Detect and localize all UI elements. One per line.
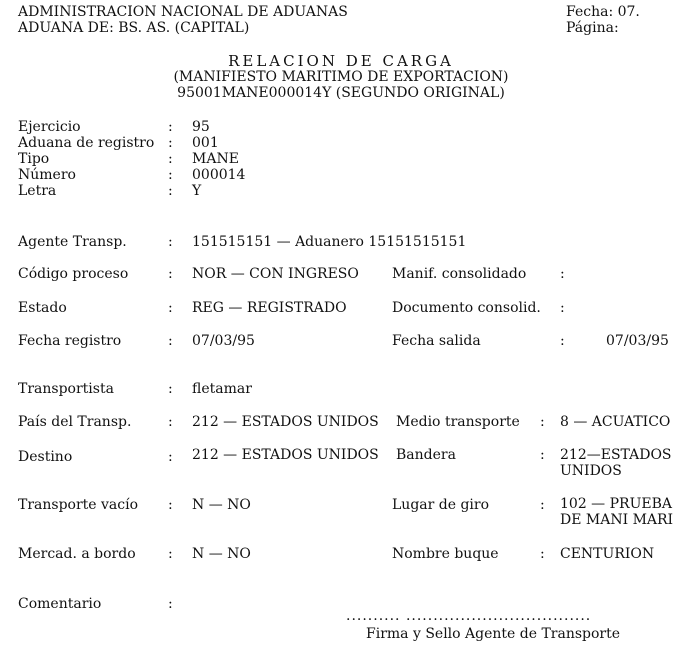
manifest-id: 95001MANE000014Y (SEGUNDO ORIGINAL): [177, 85, 505, 101]
summary-label: Letra: [18, 183, 57, 199]
codigo-value: NOR — CON INGRESO: [192, 266, 359, 282]
agente-value: 151515151 — Aduanero 15151515151: [192, 234, 467, 250]
summary-label: Ejercicio: [18, 119, 81, 135]
colon: :: [168, 300, 173, 316]
aduana-line: ADUANA DE: BS. AS. (CAPITAL): [18, 20, 250, 36]
destino-value: 212 — ESTADOS UNIDOS: [192, 447, 379, 463]
summary-label: Aduana de registro: [18, 135, 155, 151]
transportista-value: fletamar: [192, 381, 252, 397]
fecha-registro-label: Fecha registro: [18, 333, 122, 349]
codigo-label: Código proceso: [18, 266, 129, 282]
colon: :: [168, 596, 173, 612]
manif-label: Manif. consolidado: [392, 266, 527, 282]
pais-value: 212 — ESTADOS UNIDOS: [192, 414, 379, 430]
comentario-label: Comentario: [18, 596, 102, 612]
estado-label: Estado: [18, 300, 67, 316]
lugar-giro-value-line2: DE MANI MARI: [560, 512, 674, 528]
lugar-giro-label: Lugar de giro: [392, 497, 490, 513]
colon: :: [560, 266, 565, 282]
colon: :: [168, 381, 173, 397]
fecha-label: Fecha: 07.: [566, 4, 640, 20]
agente-label: Agente Transp.: [18, 234, 127, 250]
fecha-salida-value: 07/03/95: [606, 333, 669, 349]
colon: :: [560, 300, 565, 316]
destino-label: Destino: [18, 449, 73, 465]
summary-label: Número: [18, 167, 76, 183]
fecha-salida-label: Fecha salida: [392, 333, 481, 349]
fecha-registro-value: 07/03/95: [192, 333, 255, 349]
signature-line: .......... ..................................: [346, 608, 592, 624]
colon: :: [168, 546, 173, 562]
colon: :: [168, 414, 173, 430]
bandera-value-line2: UNIDOS: [560, 463, 622, 479]
transporte-vacio-value: N — NO: [192, 497, 251, 513]
colon: :: [168, 266, 173, 282]
summary-label: Tipo: [18, 151, 50, 167]
mercad-value: N — NO: [192, 546, 251, 562]
nombre-buque-value: CENTURION: [560, 546, 655, 562]
colon: :: [168, 167, 173, 183]
colon: :: [540, 414, 545, 430]
colon: :: [168, 119, 173, 135]
pais-label: País del Transp.: [18, 414, 132, 430]
summary-value: Y: [192, 183, 202, 199]
colon: :: [168, 234, 173, 250]
colon: :: [540, 447, 545, 463]
pagina-label: Página:: [566, 20, 619, 36]
signature-label: Firma y Sello Agente de Transporte: [366, 626, 621, 642]
medio-label: Medio transporte: [396, 414, 520, 430]
bandera-label: Bandera: [396, 447, 456, 463]
colon: :: [168, 497, 173, 513]
colon: :: [560, 333, 565, 349]
summary-value: 000014: [192, 167, 246, 183]
medio-value: 8 — ACUATICO: [560, 414, 671, 430]
document-subtitle: (MANIFIESTO MARITIMO DE EXPORTACION): [173, 69, 509, 85]
colon: :: [168, 183, 173, 199]
org-name: ADMINISTRACION NACIONAL DE ADUANAS: [18, 4, 348, 20]
colon: :: [168, 333, 173, 349]
lugar-giro-value-line1: 102 — PRUEBA: [560, 496, 672, 512]
estado-value: REG — REGISTRADO: [192, 300, 347, 316]
transportista-label: Transportista: [18, 381, 114, 397]
summary-value: 001: [192, 135, 219, 151]
documento-label: Documento consolid.: [392, 300, 541, 316]
bandera-value-line1: 212—ESTADOS: [560, 447, 672, 463]
summary-value: MANE: [192, 151, 239, 167]
colon: :: [168, 449, 173, 465]
colon: :: [540, 546, 545, 562]
mercad-label: Mercad. a bordo: [18, 546, 136, 562]
summary-value: 95: [192, 119, 210, 135]
colon: :: [168, 135, 173, 151]
nombre-buque-label: Nombre buque: [392, 546, 499, 562]
colon: :: [168, 151, 173, 167]
document-title: RELACION DE CARGA: [228, 52, 454, 70]
colon: :: [540, 497, 545, 513]
transporte-vacio-label: Transporte vacío: [18, 497, 139, 513]
